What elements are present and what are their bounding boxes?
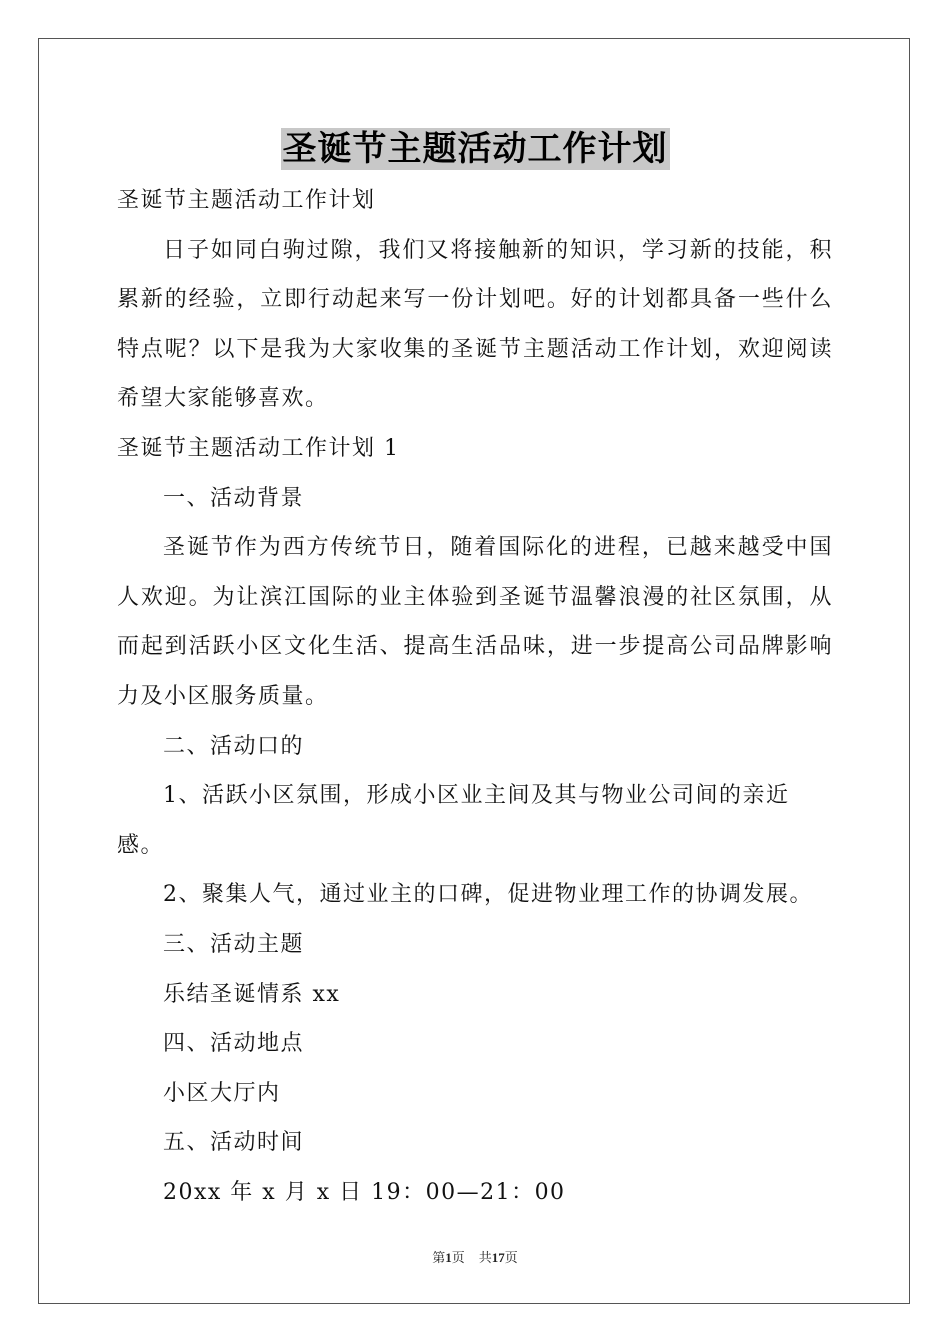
purpose-item-2: 2、聚集人气，通过业主的口碑，促进物业理工作的协调发展。: [163, 882, 813, 908]
heading-location: 四、活动地点: [163, 1031, 305, 1057]
page-total: 17: [491, 1250, 505, 1265]
page-prefix: 第: [432, 1250, 446, 1265]
heading-theme: 三、活动主题: [163, 931, 305, 957]
location-text: 小区大厅内: [163, 1080, 281, 1106]
page-suffix: 页: [451, 1250, 465, 1265]
section-title: 圣诞节主题活动工作计划 1: [117, 435, 400, 461]
document-body: [117, 176, 833, 1217]
title-container: [0, 128, 950, 170]
page-footer: [0, 1247, 950, 1266]
page-current: 1: [445, 1250, 452, 1265]
background-paragraph: 圣诞节作为西方传统节日，随着国际化的进程，已越来越受中国人欢迎。为让滨江国际的业主体验到圣诞节温馨浪漫的社区氛围，从而起到活跃小区文化生活、提高生活品味，进一步提高公司品牌影响力及小区服务质量。: [117, 535, 833, 709]
document-subtitle: 圣诞节主题活动工作计划: [117, 188, 376, 213]
document-title: 圣诞节主题活动工作计划: [282, 129, 668, 169]
purpose-item-1: 1、活跃小区氛围，形成小区业主间及其与物业公司间的亲近感。: [117, 783, 790, 858]
total-prefix: 共: [478, 1250, 492, 1265]
heading-purpose: 二、活动口的: [163, 733, 305, 759]
heading-time: 五、活动时间: [163, 1130, 305, 1156]
time-text: 20xx 年 x 月 x 日 19：00—21：00: [163, 1179, 566, 1205]
theme-text: 乐结圣诞情系 xx: [163, 981, 341, 1007]
intro-paragraph: 日子如同白驹过隙，我们又将接触新的知识，学习新的技能，积累新的经验，立即行动起来写一份计划吧。好的计划都具备一些什么特点呢？以下是我为大家收集的圣诞节主题活动工作计划，欢迎阅读希望大家能够喜欢。: [117, 237, 833, 412]
total-suffix: 页: [504, 1250, 518, 1265]
heading-background: 一、活动背景: [163, 485, 305, 511]
